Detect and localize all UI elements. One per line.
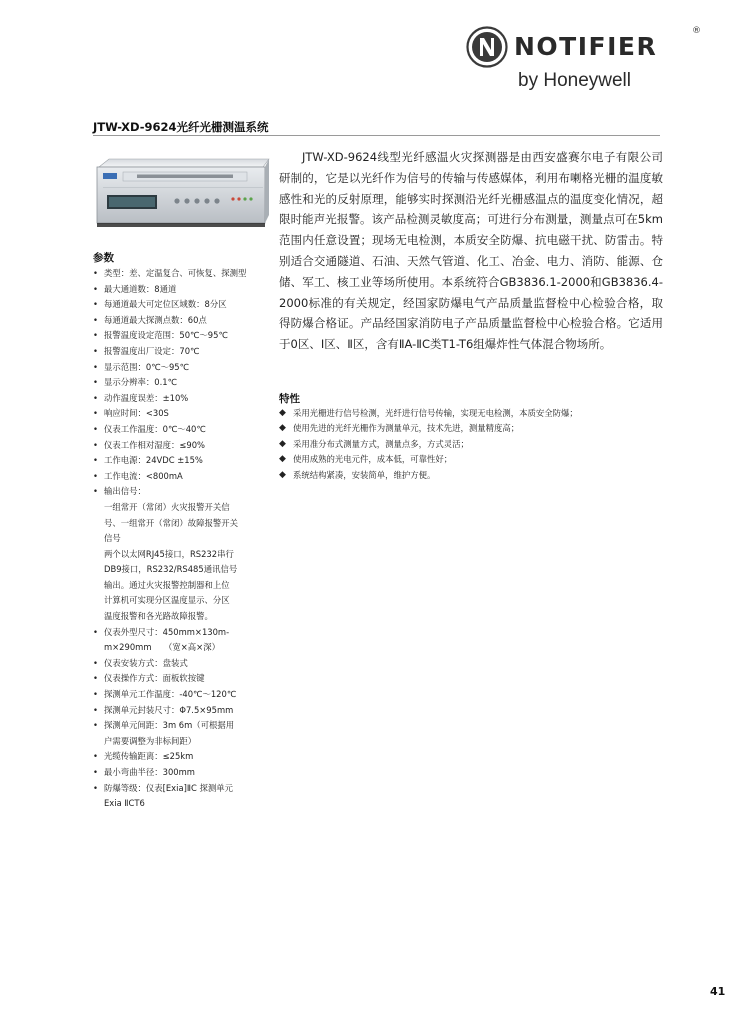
params-heading: 参数 [93, 252, 114, 264]
param-item: • 光缆传输距离：≤25km [93, 749, 273, 765]
param-item: • 输出信号： [93, 484, 273, 500]
feature-text: 系统结构紧凑，安装简单，维护方便。 [293, 469, 436, 480]
diamond-bullet-icon: ◆ [279, 423, 286, 434]
feature-item [279, 437, 659, 452]
param-continuation: Exia ⅡCT6 [104, 798, 145, 809]
feature-item [279, 406, 659, 421]
feature-item [279, 452, 659, 467]
feature-text: 采用光栅进行信号检测，光纤进行信号传输，实现无电检测，本质安全防爆； [293, 408, 578, 418]
feature-item [279, 421, 659, 436]
logo-registered-mark: ® [692, 26, 701, 36]
param-item: • 最小弯曲半径：300mm [93, 765, 273, 781]
param-item: • 类型：差、定温复合、可恢复、探测型 [93, 266, 273, 282]
param-item: • 每通道最大可定位区域数：8分区 [93, 297, 273, 313]
param-item: • 最大通道数：8通道 [93, 282, 273, 298]
notifier-n-logo-icon [466, 26, 508, 68]
features-heading: 特性 [279, 393, 300, 405]
feature-text: 采用准分布式测量方式，测量点多，方式灵活； [293, 438, 469, 449]
features-list [279, 406, 659, 483]
param-item: • 每通道最大探测点数：60点 [93, 313, 273, 329]
param-output-line: 输出。通过火灾报警控制器和上位 [104, 579, 230, 590]
diamond-bullet-icon: ◆ [279, 408, 286, 418]
diamond-bullet-icon: ◆ [279, 469, 286, 480]
param-item: • 仪表工作相对湿度：≤90% [93, 438, 273, 454]
param-item: • 显示范围：0℃～95℃ [93, 360, 273, 376]
logo-brand-text: NOTIFIER [514, 32, 658, 61]
param-output-line: 一组常开（常闭）火灾报警开关信 [104, 501, 230, 512]
param-output-line: 信号 [104, 533, 121, 544]
param-continuation: 户需要调整为非标间距） [104, 735, 197, 746]
params-list [93, 266, 273, 812]
notifier-logo [466, 22, 716, 97]
param-item: • 工作电流：<800mA [93, 469, 273, 485]
product-rack-unit-image [93, 157, 271, 231]
param-output-line: 号、一组常开（常闭）故障报警开关 [104, 517, 238, 528]
param-item: • 报警温度出厂设定：70℃ [93, 344, 273, 360]
product-description: JTW-XD-9624线型光纤感温火灾探测器是由西安盛赛尔电子有限公司研制的，它是以光纤作为信号的传输与传感媒体，利用布喇格光栅的温度敏感性和光的反射原理，能够实时探测沿光纤光栅感温点的温度变化情况，超限时能声光报警。该产品检测灵敏度高；可进行分布测量，测量点可在5km范围内任意设置；现场无电检测，本质安全防爆、抗电磁干扰、防雷击。特别适合交通隧道、石油、天然气管道、化工、冶金、电力、消防、能源、仓储、军工、核工业等场所使用。本系统符合GB3836.1-2000和GB3836.4-2000标准的有关规定，经国家防爆电气产品质量监督检中心检验合格，取得防爆合格证。产品经国家消防电子产品质量监督检中心检验合格。它适用于0区、Ⅰ区、Ⅱ区，含有ⅡA-ⅡC类T1-T6组爆炸性气体混合物场所。 [279, 150, 663, 352]
param-item: • 防爆等级：仪表[Exia]ⅡC 探测单元 [93, 781, 273, 797]
param-item: • 仪表工作温度：0℃～40℃ [93, 422, 273, 438]
param-item: • 探测单元封装尺寸：Φ7.5×95mm [93, 703, 273, 719]
param-item: • 显示分辨率：0.1℃ [93, 375, 273, 391]
param-item: • 仪表外型尺寸：450mm×130m- [93, 625, 273, 641]
param-continuation: m×290mm （宽×高×深） [104, 642, 220, 653]
logo-subtitle: by Honeywell [518, 70, 631, 91]
feature-text: 使用先进的光纤光栅作为测量单元，技术先进，测量精度高； [293, 423, 520, 434]
param-output-line: 温度报警和各光路故障报警。 [104, 611, 213, 622]
diamond-bullet-icon: ◆ [279, 454, 286, 465]
param-item: • 探测单元工作温度：-40℃～120℃ [93, 687, 273, 703]
param-output-line: 计算机可实现分区温度显示、分区 [104, 595, 230, 606]
param-output-line: 两个以太网RJ45接口，RS232串行 [104, 548, 234, 559]
param-output-line: DB9接口，RS232/RS485通讯信号 [104, 564, 238, 575]
feature-item [279, 468, 659, 483]
param-item: • 报警温度设定范围：50℃～95℃ [93, 328, 273, 344]
page-title: JTW-XD-9624光纤光栅测温系统 [93, 120, 269, 134]
param-item: • 动作温度误差：±10% [93, 391, 273, 407]
param-item: • 工作电源：24VDC ±15% [93, 453, 273, 469]
param-item: • 仪表安装方式：盘装式 [93, 656, 273, 672]
title-divider [93, 135, 660, 136]
page-number: 41 [710, 985, 726, 998]
param-item: • 仪表操作方式：面板软按键 [93, 671, 273, 687]
diamond-bullet-icon: ◆ [279, 438, 286, 449]
feature-text: 使用成熟的光电元件，成本低，可靠性好； [293, 454, 453, 465]
param-item: • 探测单元间距：3m 6m（可根据用 [93, 718, 273, 734]
param-item: • 响应时间：<30S [93, 406, 273, 422]
